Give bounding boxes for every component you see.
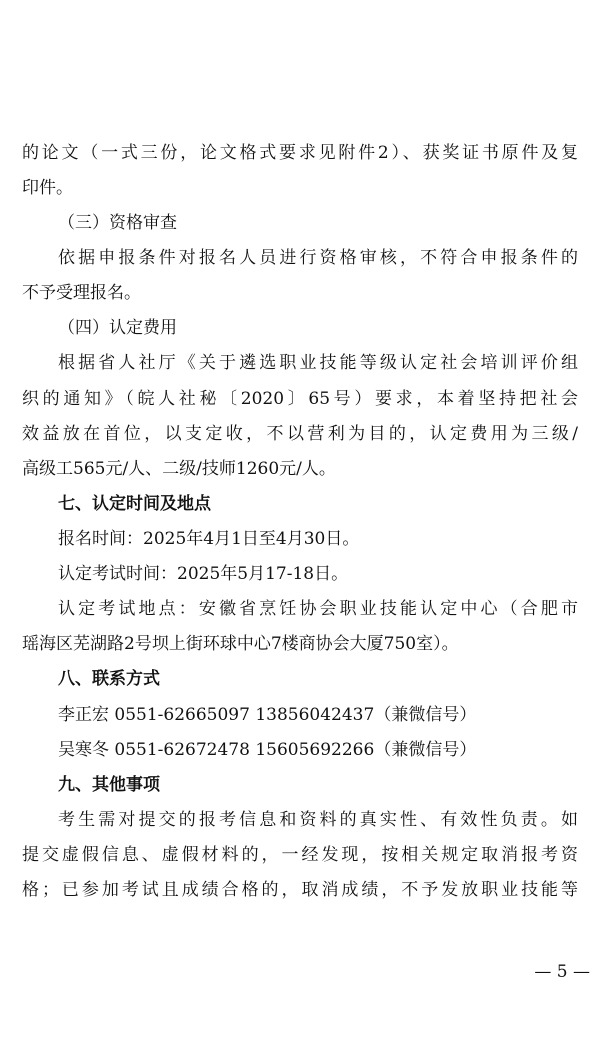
- paragraph-line: 印件。: [22, 178, 73, 198]
- section-heading: 九、其他事项: [58, 775, 160, 795]
- page-number: — 5 —: [534, 962, 590, 982]
- paragraph-line: 效益放在首位，以支定收，不以营利为目的，认定费用为三级/: [22, 424, 578, 444]
- paragraph-line: 格；已参加考试且成绩合格的，取消成绩，不予发放职业技能等: [22, 880, 578, 900]
- section-subheading: （四）认定费用: [58, 318, 177, 338]
- paragraph-line: 不予受理报名。: [22, 283, 141, 303]
- paragraph-line: 提交虚假信息、虚假材料的，一经发现，按相关规定取消报考资: [22, 845, 578, 865]
- paragraph-line: 报名时间：2025年4月1日至4月30日。: [58, 529, 360, 549]
- section-subheading: （三）资格审查: [58, 213, 177, 233]
- paragraph-line: 织的通知》（皖人社秘〔2020〕65号）要求，本着坚持把社会: [22, 389, 578, 409]
- contact-line: 吴寒冬 0551-62672478 15605692266（兼微信号）: [58, 740, 477, 760]
- paragraph-line: 认定考试时间：2025年5月17-18日。: [58, 564, 349, 584]
- paragraph-line: 的论文（一式三份，论文格式要求见附件2）、获奖证书原件及复: [22, 143, 578, 163]
- paragraph-line: 瑶海区芜湖路2号坝上街环球中心7楼商协会大厦750室）。: [22, 634, 459, 654]
- section-heading: 七、认定时间及地点: [58, 494, 211, 514]
- section-heading: 八、联系方式: [58, 669, 160, 689]
- paragraph-line: 依据申报条件对报名人员进行资格审核，不符合申报条件的: [58, 248, 578, 268]
- paragraph-line: 根据省人社厅《关于遴选职业技能等级认定社会培训评价组: [58, 353, 578, 373]
- paragraph-line: 考生需对提交的报考信息和资料的真实性、有效性负责。如: [58, 810, 578, 830]
- contact-line: 李正宏 0551-62665097 13856042437（兼微信号）: [58, 705, 477, 725]
- paragraph-line: 认定考试地点：安徽省烹饪协会职业技能认定中心（合肥市: [58, 599, 578, 619]
- paragraph-line: 高级工565元/人、二级/技师1260元/人。: [22, 459, 336, 479]
